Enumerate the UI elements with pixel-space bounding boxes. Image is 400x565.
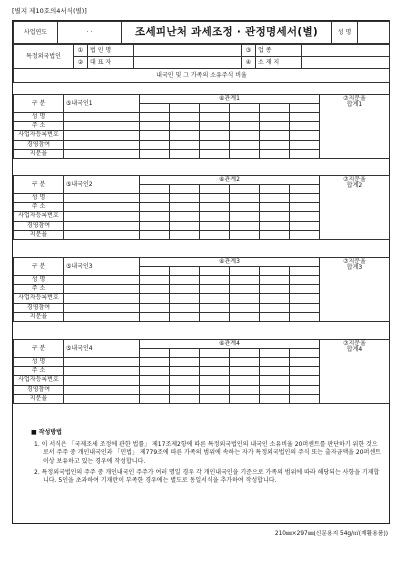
relation-cell[interactable] bbox=[230, 212, 260, 221]
relation-cell[interactable] bbox=[200, 140, 230, 149]
relation-cell[interactable] bbox=[290, 285, 320, 294]
resident-cell[interactable] bbox=[64, 149, 140, 158]
relation-cell[interactable] bbox=[140, 276, 170, 285]
relation-cell[interactable] bbox=[200, 230, 230, 239]
form-frame bbox=[12, 20, 390, 524]
ownership-section bbox=[13, 175, 389, 240]
ownership-section bbox=[13, 257, 389, 322]
ownership-table bbox=[13, 94, 390, 159]
relation-cell[interactable] bbox=[260, 212, 290, 221]
relation-cell[interactable] bbox=[170, 230, 200, 239]
relation-cell[interactable] bbox=[290, 312, 320, 321]
relation-cell[interactable] bbox=[260, 203, 290, 212]
relation-cell[interactable] bbox=[200, 358, 230, 367]
relation-cell[interactable] bbox=[200, 267, 230, 276]
relation-cell[interactable] bbox=[290, 149, 320, 158]
relation-cell[interactable] bbox=[140, 131, 170, 140]
relation-cell[interactable] bbox=[200, 185, 230, 194]
relation-cell[interactable] bbox=[140, 212, 170, 221]
row-label: 성 명 bbox=[14, 194, 64, 203]
relation-cell[interactable] bbox=[230, 358, 260, 367]
resident-cell[interactable] bbox=[64, 113, 140, 122]
instructions-heading: ■ 작성방법 bbox=[31, 429, 62, 436]
resident-cell[interactable] bbox=[64, 394, 140, 403]
relation-cell[interactable] bbox=[290, 104, 320, 113]
relation-cell[interactable] bbox=[230, 312, 260, 321]
relation-cell[interactable] bbox=[140, 349, 170, 358]
relation-cell[interactable] bbox=[170, 267, 200, 276]
instruction-item: 2. 특정외국법인의 주주 중 개인내국인 주주가 여러 명일 경우 각 개인내국인을 기준으로 가족의 범위에 따라 해당되는 사항을 기재합니다. 5인을 초과하여 기재란이 부족한 경우에는 별도로 동일서식을 추가하여 작성합니다. bbox=[34, 468, 380, 485]
relation-cell[interactable] bbox=[260, 358, 290, 367]
field-num: ① bbox=[74, 45, 88, 57]
relation-cell[interactable] bbox=[260, 394, 290, 403]
relation-cell[interactable] bbox=[140, 267, 170, 276]
row-label: 경영참여 bbox=[14, 140, 64, 149]
business-type-field[interactable] bbox=[302, 45, 390, 57]
relation-cell[interactable] bbox=[200, 376, 230, 385]
relation-cell[interactable] bbox=[200, 149, 230, 158]
resident-cell[interactable] bbox=[64, 385, 140, 394]
relation-cell[interactable] bbox=[140, 303, 170, 312]
name-label: 성 명 bbox=[332, 22, 358, 44]
relation-cell[interactable] bbox=[230, 394, 260, 403]
relation-cell[interactable] bbox=[260, 367, 290, 376]
relation-cell[interactable] bbox=[200, 303, 230, 312]
resident-label: ⑤내국인2 bbox=[64, 176, 140, 194]
ownership-table bbox=[13, 175, 390, 240]
row-label: 사업자등록번호 bbox=[14, 212, 64, 221]
relation-cell[interactable] bbox=[290, 385, 320, 394]
relation-cell[interactable] bbox=[230, 294, 260, 303]
relation-cell[interactable] bbox=[170, 385, 200, 394]
relation-cell[interactable] bbox=[230, 230, 260, 239]
relation-cell[interactable] bbox=[200, 276, 230, 285]
relation-cell[interactable] bbox=[170, 349, 200, 358]
relation-cell[interactable] bbox=[140, 185, 170, 194]
relation-label: ⑥관계4 bbox=[140, 340, 320, 349]
paper-size-note: 210㎜×297㎜(신문용지 54g/㎡(재활용품)) bbox=[274, 531, 388, 537]
gubun-label: 구 분 bbox=[14, 258, 64, 276]
relation-cell[interactable] bbox=[230, 267, 260, 276]
relation-cell[interactable] bbox=[170, 358, 200, 367]
row-label: 지분율 bbox=[14, 312, 64, 321]
row-label: 지분율 bbox=[14, 149, 64, 158]
relation-cell[interactable] bbox=[170, 131, 200, 140]
resident-cell[interactable] bbox=[64, 294, 140, 303]
row-label: 주 소 bbox=[14, 285, 64, 294]
total-share-label: ⑦지분율 합계1 bbox=[320, 95, 390, 159]
relation-cell[interactable] bbox=[260, 285, 290, 294]
relation-cell[interactable] bbox=[230, 349, 260, 358]
relation-cell[interactable] bbox=[290, 276, 320, 285]
relation-cell[interactable] bbox=[230, 285, 260, 294]
relation-cell[interactable] bbox=[260, 349, 290, 358]
resident-cell[interactable] bbox=[64, 221, 140, 230]
relation-cell[interactable] bbox=[290, 267, 320, 276]
instructions bbox=[31, 429, 383, 488]
relation-cell[interactable] bbox=[290, 113, 320, 122]
relation-cell[interactable] bbox=[200, 349, 230, 358]
relation-label: ⑥관계1 bbox=[140, 95, 320, 104]
relation-cell[interactable] bbox=[200, 212, 230, 221]
relation-cell[interactable] bbox=[140, 149, 170, 158]
total-share-label: ⑦지분율 합계3 bbox=[320, 258, 390, 322]
relation-cell[interactable] bbox=[230, 194, 260, 203]
relation-cell[interactable] bbox=[260, 230, 290, 239]
relation-cell[interactable] bbox=[230, 140, 260, 149]
relation-cell[interactable] bbox=[170, 294, 200, 303]
resident-cell[interactable] bbox=[64, 212, 140, 221]
relation-cell[interactable] bbox=[230, 113, 260, 122]
representative-field[interactable] bbox=[134, 57, 242, 69]
relation-cell[interactable] bbox=[230, 122, 260, 131]
row-label: 경영참여 bbox=[14, 221, 64, 230]
location-label: 소 재 지 bbox=[256, 57, 302, 69]
relation-cell[interactable] bbox=[170, 113, 200, 122]
resident-cell[interactable] bbox=[64, 376, 140, 385]
row-label: 성 명 bbox=[14, 276, 64, 285]
relation-cell[interactable] bbox=[170, 285, 200, 294]
year-label: 사업연도 bbox=[14, 22, 58, 44]
relation-cell[interactable] bbox=[200, 131, 230, 140]
row-label: 지분율 bbox=[14, 230, 64, 239]
resident-cell[interactable] bbox=[64, 358, 140, 367]
relation-cell[interactable] bbox=[170, 221, 200, 230]
row-label: 성 명 bbox=[14, 358, 64, 367]
relation-cell[interactable] bbox=[260, 294, 290, 303]
relation-cell[interactable] bbox=[230, 385, 260, 394]
resident-cell[interactable] bbox=[64, 122, 140, 131]
relation-cell[interactable] bbox=[140, 358, 170, 367]
relation-cell[interactable] bbox=[230, 149, 260, 158]
relation-cell[interactable] bbox=[260, 185, 290, 194]
corp-label: 특정외국법인 bbox=[14, 45, 74, 69]
relation-cell[interactable] bbox=[290, 122, 320, 131]
form-title: 조세피난처 과세조정 · 관정명세서(별) bbox=[122, 22, 332, 44]
resident-cell[interactable] bbox=[64, 194, 140, 203]
relation-cell[interactable] bbox=[170, 303, 200, 312]
relation-cell[interactable] bbox=[200, 221, 230, 230]
row-label: 성 명 bbox=[14, 113, 64, 122]
resident-cell[interactable] bbox=[64, 312, 140, 321]
relation-cell[interactable] bbox=[200, 294, 230, 303]
relation-cell[interactable] bbox=[230, 303, 260, 312]
relation-cell[interactable] bbox=[170, 185, 200, 194]
relation-cell[interactable] bbox=[200, 367, 230, 376]
relation-cell[interactable] bbox=[230, 276, 260, 285]
relation-cell[interactable] bbox=[290, 358, 320, 367]
row-label: 주 소 bbox=[14, 122, 64, 131]
ownership-section bbox=[13, 339, 389, 404]
ownership-title: 내국인 및 그 가족의 소유주식 비율 bbox=[14, 69, 390, 83]
resident-label: ⑤내국인1 bbox=[64, 95, 140, 113]
corp-name-field[interactable] bbox=[134, 45, 242, 57]
relation-cell[interactable] bbox=[290, 303, 320, 312]
relation-cell[interactable] bbox=[260, 113, 290, 122]
year-separator: · · bbox=[86, 28, 93, 36]
total-share-label: ⑦지분율 합계2 bbox=[320, 176, 390, 240]
relation-cell[interactable] bbox=[200, 285, 230, 294]
relation-cell[interactable] bbox=[230, 203, 260, 212]
row-label: 지분율 bbox=[14, 394, 64, 403]
relation-cell[interactable] bbox=[200, 203, 230, 212]
relation-cell[interactable] bbox=[230, 185, 260, 194]
relation-cell[interactable] bbox=[230, 104, 260, 113]
ownership-table bbox=[13, 339, 390, 404]
resident-label: ⑤내국인4 bbox=[64, 340, 140, 358]
relation-label: ⑥관계2 bbox=[140, 176, 320, 185]
row-label: 경영참여 bbox=[14, 385, 64, 394]
relation-cell[interactable] bbox=[260, 276, 290, 285]
resident-cell[interactable] bbox=[64, 131, 140, 140]
relation-cell[interactable] bbox=[200, 385, 230, 394]
relation-cell[interactable] bbox=[260, 131, 290, 140]
row-label: 사업자등록번호 bbox=[14, 294, 64, 303]
field-num: ③ bbox=[242, 45, 256, 57]
relation-cell[interactable] bbox=[260, 104, 290, 113]
resident-cell[interactable] bbox=[64, 203, 140, 212]
gubun-label: 구 분 bbox=[14, 176, 64, 194]
relation-cell[interactable] bbox=[170, 367, 200, 376]
relation-cell[interactable] bbox=[260, 385, 290, 394]
relation-cell[interactable] bbox=[200, 122, 230, 131]
relation-cell[interactable] bbox=[290, 194, 320, 203]
relation-cell[interactable] bbox=[140, 113, 170, 122]
resident-cell[interactable] bbox=[64, 230, 140, 239]
ownership-section bbox=[13, 94, 389, 159]
relation-cell[interactable] bbox=[200, 312, 230, 321]
gubun-label: 구 분 bbox=[14, 95, 64, 113]
corp-name-label: 법 인 명 bbox=[88, 45, 134, 57]
gubun-label: 구 분 bbox=[14, 340, 64, 358]
relation-cell[interactable] bbox=[230, 367, 260, 376]
instruction-item: 1. 이 서식은 「국제조세 조정에 관한 법률」 제17조제2항에 따른 특정외국법인의 내국인 소유비율 20퍼센트를 판단하기 위한 것으로서 주주 중 개인내국인과 「민법」 제779조에 따른 가족의 범위에 속하는 자가 특정외국법인의 주식 또는 출자금액을 20퍼센트 이상 보유하고 있는 경우에 작성합니다. bbox=[34, 440, 381, 466]
header-table bbox=[13, 21, 390, 44]
relation-cell[interactable] bbox=[140, 203, 170, 212]
relation-cell[interactable] bbox=[140, 221, 170, 230]
ownership-table bbox=[13, 257, 390, 322]
business-type-label: 업 종 bbox=[256, 45, 302, 57]
relation-cell[interactable] bbox=[170, 212, 200, 221]
resident-cell[interactable] bbox=[64, 303, 140, 312]
relation-cell[interactable] bbox=[140, 312, 170, 321]
row-label: 경영참여 bbox=[14, 303, 64, 312]
relation-cell[interactable] bbox=[140, 385, 170, 394]
relation-cell[interactable] bbox=[170, 394, 200, 403]
relation-cell[interactable] bbox=[140, 367, 170, 376]
relation-cell[interactable] bbox=[290, 131, 320, 140]
relation-cell[interactable] bbox=[230, 376, 260, 385]
relation-cell[interactable] bbox=[170, 203, 200, 212]
relation-cell[interactable] bbox=[140, 104, 170, 113]
relation-cell[interactable] bbox=[200, 394, 230, 403]
location-field[interactable] bbox=[302, 57, 390, 69]
relation-cell[interactable] bbox=[260, 303, 290, 312]
relation-cell[interactable] bbox=[140, 285, 170, 294]
relation-cell[interactable] bbox=[140, 194, 170, 203]
relation-cell[interactable] bbox=[170, 312, 200, 321]
relation-cell[interactable] bbox=[260, 267, 290, 276]
relation-cell[interactable] bbox=[260, 221, 290, 230]
resident-cell[interactable] bbox=[64, 140, 140, 149]
relation-cell[interactable] bbox=[200, 104, 230, 113]
relation-cell[interactable] bbox=[170, 276, 200, 285]
relation-cell[interactable] bbox=[140, 394, 170, 403]
relation-cell[interactable] bbox=[290, 349, 320, 358]
relation-cell[interactable] bbox=[290, 221, 320, 230]
relation-label: ⑥관계3 bbox=[140, 258, 320, 267]
relation-cell[interactable] bbox=[200, 113, 230, 122]
relation-cell[interactable] bbox=[170, 149, 200, 158]
relation-cell[interactable] bbox=[260, 122, 290, 131]
name-field[interactable] bbox=[358, 22, 390, 44]
relation-cell[interactable] bbox=[260, 140, 290, 149]
relation-cell[interactable] bbox=[170, 194, 200, 203]
row-label: 주 소 bbox=[14, 203, 64, 212]
relation-cell[interactable] bbox=[260, 149, 290, 158]
row-label: 사업자등록번호 bbox=[14, 131, 64, 140]
relation-cell[interactable] bbox=[290, 185, 320, 194]
relation-cell[interactable] bbox=[170, 376, 200, 385]
relation-cell[interactable] bbox=[290, 394, 320, 403]
relation-cell[interactable] bbox=[260, 376, 290, 385]
relation-cell[interactable] bbox=[140, 122, 170, 131]
relation-cell[interactable] bbox=[290, 140, 320, 149]
resident-cell[interactable] bbox=[64, 285, 140, 294]
relation-cell[interactable] bbox=[170, 104, 200, 113]
relation-cell[interactable] bbox=[290, 367, 320, 376]
relation-cell[interactable] bbox=[230, 131, 260, 140]
relation-cell[interactable] bbox=[140, 230, 170, 239]
field-num: ② bbox=[74, 57, 88, 69]
corp-table bbox=[13, 44, 390, 83]
resident-label: ⑤내국인3 bbox=[64, 258, 140, 276]
relation-cell[interactable] bbox=[290, 376, 320, 385]
relation-cell[interactable] bbox=[140, 376, 170, 385]
row-label: 주 소 bbox=[14, 367, 64, 376]
resident-cell[interactable] bbox=[64, 367, 140, 376]
representative-label: 대 표 자 bbox=[88, 57, 134, 69]
relation-cell[interactable] bbox=[230, 221, 260, 230]
relation-cell[interactable] bbox=[200, 194, 230, 203]
relation-cell[interactable] bbox=[170, 122, 200, 131]
row-label: 사업자등록번호 bbox=[14, 376, 64, 385]
year-field[interactable] bbox=[58, 22, 122, 44]
relation-cell[interactable] bbox=[140, 294, 170, 303]
resident-cell[interactable] bbox=[64, 276, 140, 285]
relation-cell[interactable] bbox=[290, 294, 320, 303]
total-share-label: ⑦지분율 합계4 bbox=[320, 340, 390, 404]
field-num: ④ bbox=[242, 57, 256, 69]
relation-cell[interactable] bbox=[260, 194, 290, 203]
relation-cell[interactable] bbox=[170, 140, 200, 149]
relation-cell[interactable] bbox=[260, 312, 290, 321]
form-number: [별지 제10호의4서식(별)] bbox=[12, 7, 87, 15]
relation-cell[interactable] bbox=[290, 203, 320, 212]
relation-cell[interactable] bbox=[140, 140, 170, 149]
relation-cell[interactable] bbox=[290, 230, 320, 239]
relation-cell[interactable] bbox=[290, 212, 320, 221]
